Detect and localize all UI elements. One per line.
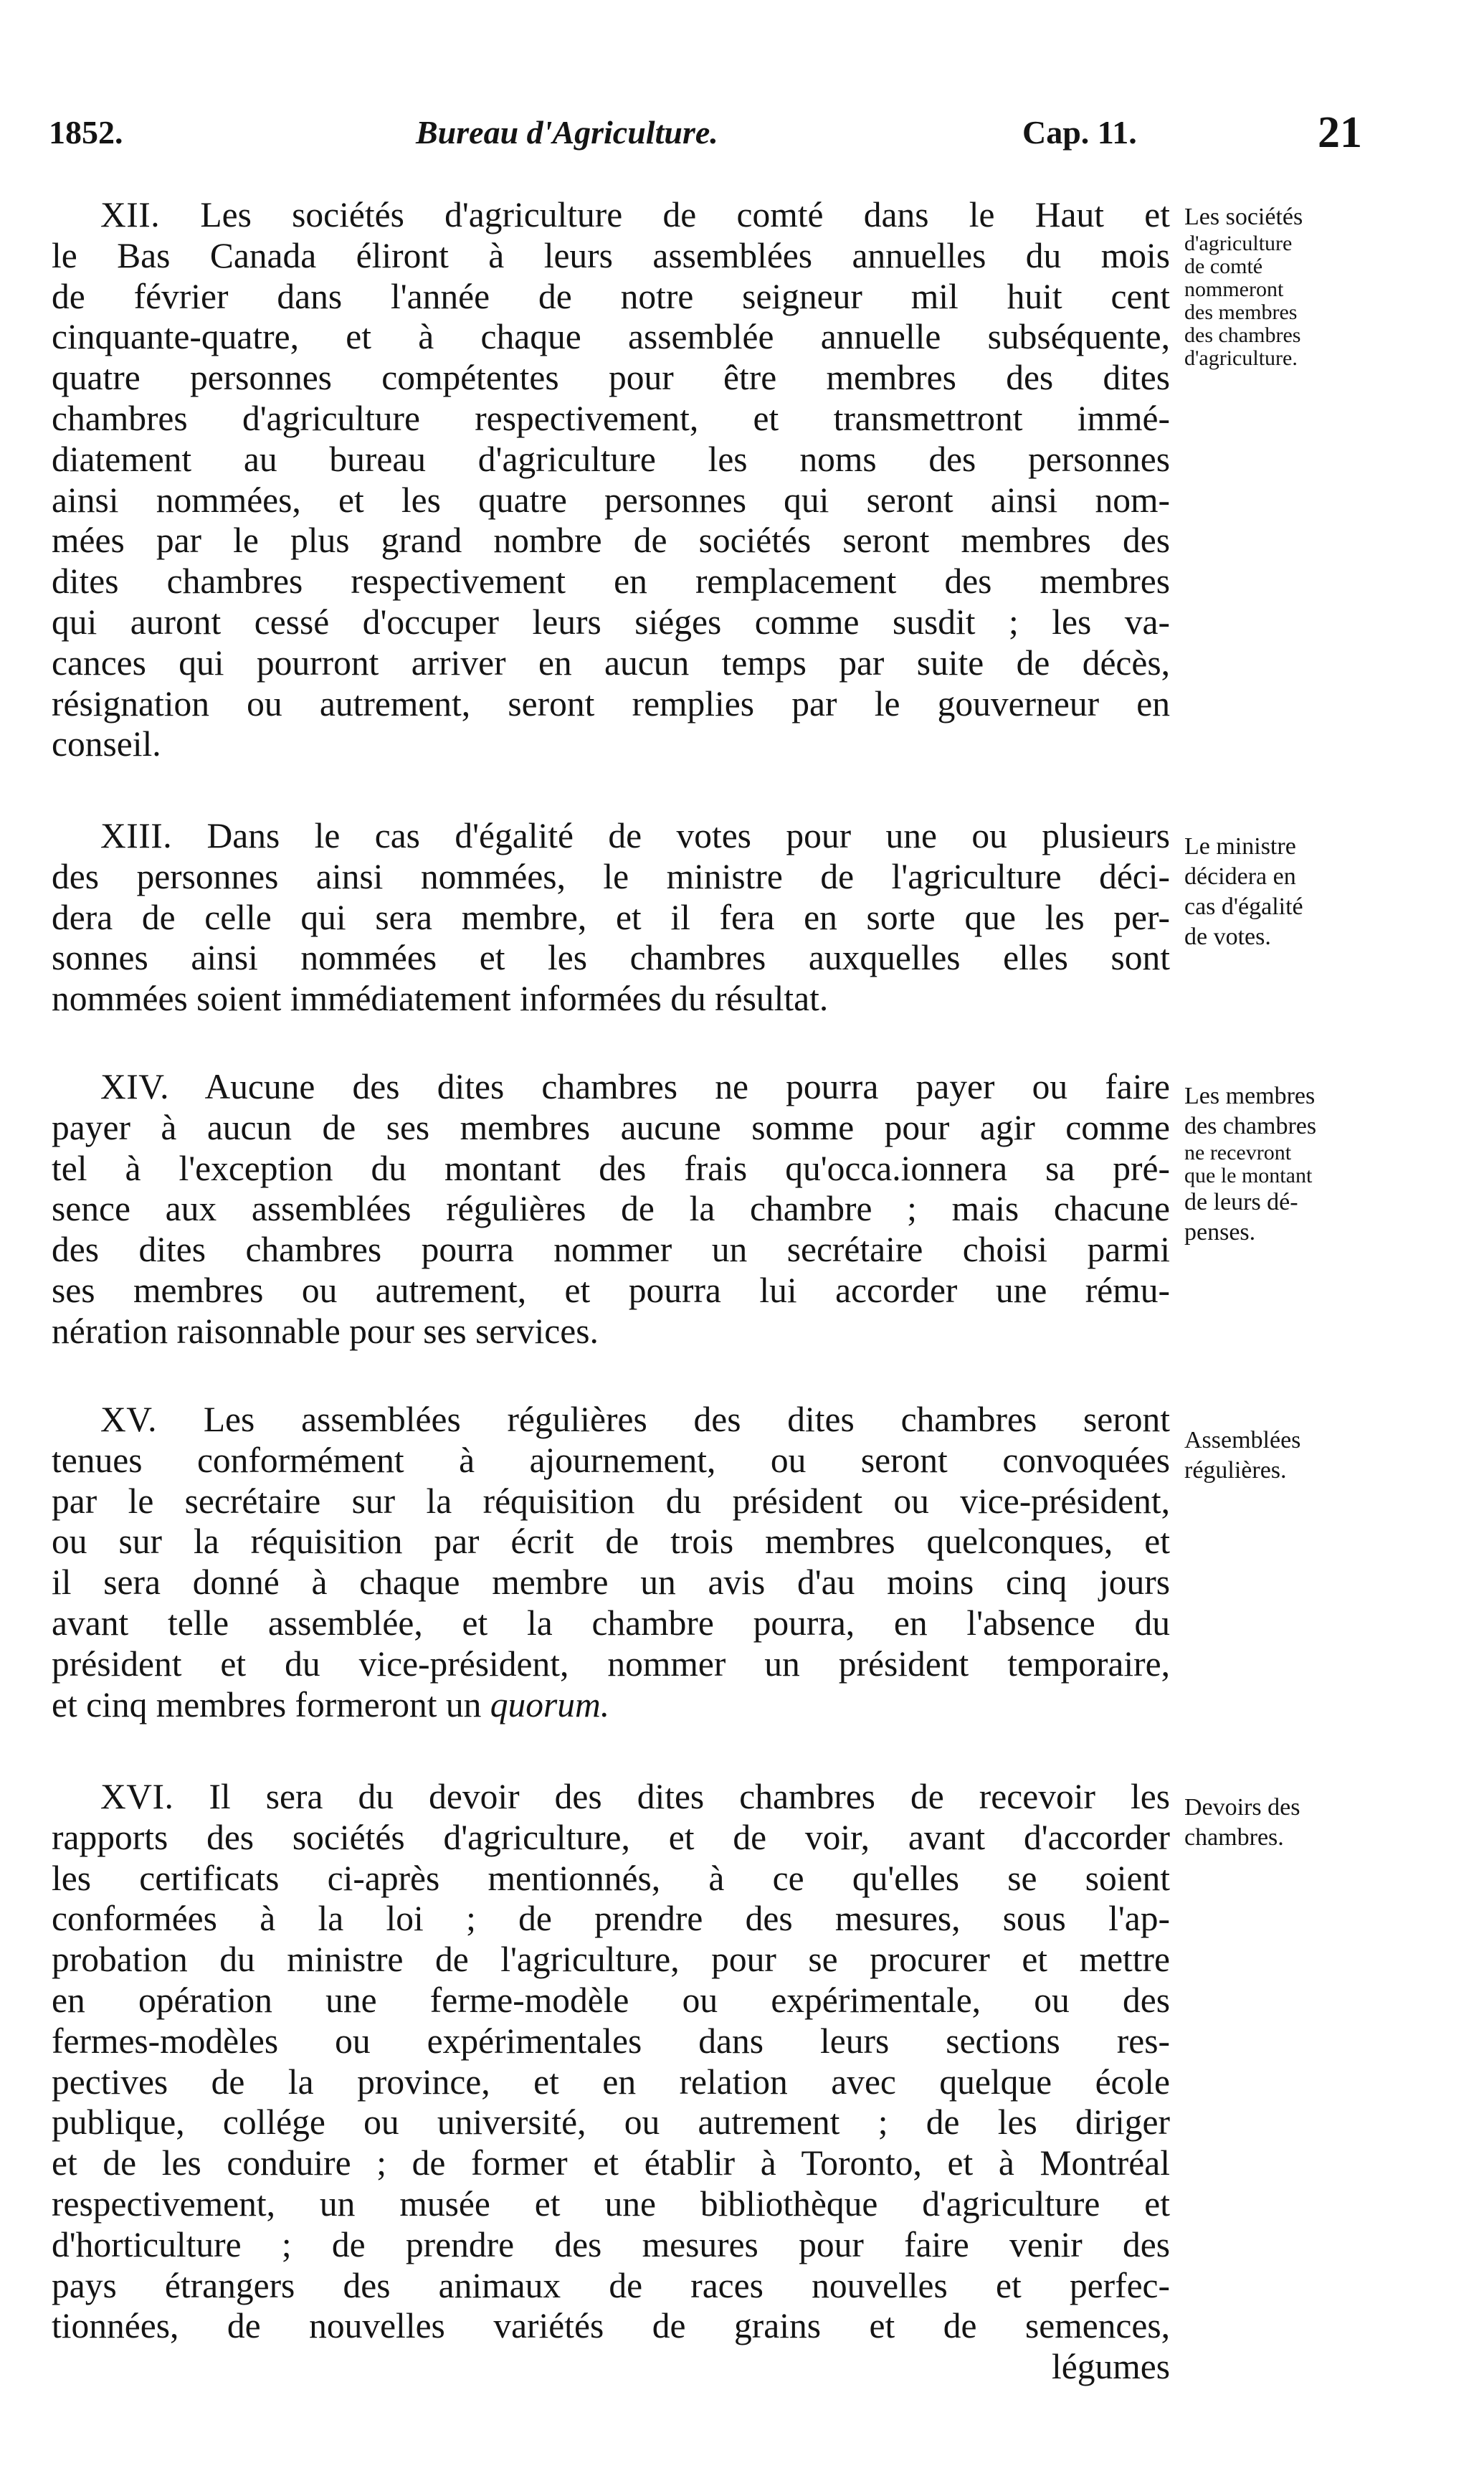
- text-line: conformées à la loi ; de prendre des mesures, sous l'ap-: [52, 1899, 1170, 1939]
- margin-note-line: Devoirs des: [1184, 1794, 1300, 1821]
- text-line: dites chambres respectivement en remplacement des membres: [52, 561, 1170, 602]
- margin-note-line: Assemblées: [1184, 1427, 1301, 1453]
- margin-note-line: des membres: [1184, 300, 1298, 324]
- text-line: XII. Les sociétés d'agriculture de comté dans le Haut et: [100, 195, 1170, 234]
- text-line: avant telle assemblée, et la chambre pourra, en l'absence du: [52, 1603, 1170, 1643]
- margin-note-line: Les sociétés: [1184, 204, 1303, 230]
- margin-note-line: de leurs dé-: [1184, 1189, 1298, 1215]
- page-number: 21: [1318, 108, 1362, 157]
- text-line: par le secrétaire sur la réquisition du président ou vice-président,: [52, 1481, 1170, 1521]
- margin-note-line: penses.: [1184, 1219, 1256, 1246]
- text-line: des dites chambres pourra nommer un secrétaire choisi parmi: [52, 1230, 1170, 1270]
- text-line: tenues conformément à ajournement, ou seront convoquées: [52, 1440, 1170, 1480]
- text-line: XVI. Il sera du devoir des dites chambres de recevoir les: [100, 1777, 1170, 1816]
- text-line: diatement au bureau d'agriculture les noms des personnes: [52, 439, 1170, 479]
- catchword: légumes: [1052, 2347, 1170, 2387]
- text-line: résignation ou autrement, seront remplies par le gouverneur en: [52, 683, 1170, 723]
- section-number: XIII.: [100, 816, 173, 855]
- margin-note-line: des chambres: [1184, 323, 1301, 347]
- margin-note-xvi: [1184, 1793, 1421, 1853]
- text-line: rapports des sociétés d'agriculture, et de voir, avant d'accorder: [52, 1817, 1170, 1857]
- margin-note-line: chambres.: [1184, 1824, 1284, 1851]
- section-number: XVI.: [100, 1777, 174, 1816]
- text-line: XV. Les assemblées régulières des dites chambres seront: [100, 1400, 1171, 1439]
- section-xii: [52, 195, 1170, 765]
- margin-note-xv: [1184, 1425, 1421, 1486]
- margin-note-line: Le ministre: [1184, 833, 1296, 860]
- text-line: publique, collége ou université, ou autrement ; de les diriger: [52, 2102, 1170, 2143]
- section-xvi: [52, 1777, 1170, 2388]
- text-line: nération raisonnable pour ses services.: [52, 1311, 599, 1351]
- margin-note-xii: [1184, 202, 1421, 370]
- text-line: cinquante-quatre, et à chaque assemblée annuelle subséquente,: [52, 317, 1170, 357]
- margin-note-line: de comté: [1184, 255, 1263, 278]
- text-line: qui auront cessé d'occuper leurs siéges comme susdit ; les va-: [52, 602, 1170, 642]
- margin-note-line: Les membres: [1184, 1083, 1316, 1109]
- text-line: mées par le plus grand nombre de sociétés seront membres des: [52, 521, 1170, 561]
- text-line: probation du ministre de l'agriculture, pour se procurer et mettre: [52, 1940, 1170, 1980]
- text-line: dera de celle qui sera membre, et il fera en sorte que les per-: [52, 897, 1170, 937]
- text-line: ou sur la réquisition par écrit de trois membres quelconques, et: [52, 1522, 1170, 1562]
- header-title: Bureau d'Agriculture.: [416, 114, 718, 151]
- section-xiv: [52, 1067, 1170, 1352]
- text-line: ainsi nommées, et les quatre personnes qui seront ainsi nom-: [52, 480, 1170, 520]
- margin-note-line: nommeront: [1184, 277, 1284, 301]
- text-line: les certificats ci-après mentionnés, à ce qu'elles se soient: [52, 1858, 1170, 1898]
- text-line: il sera donné à chaque membre un avis d'au moins cinq jours: [52, 1562, 1170, 1603]
- text-line: quatre personnes compétentes pour être membres des dites: [52, 358, 1170, 398]
- text-line: et cinq membres formeront un quorum.: [52, 1684, 610, 1724]
- header-year: 1852.: [49, 114, 123, 151]
- text-line: pays étrangers des animaux de races nouvelles et perfec-: [52, 2265, 1170, 2305]
- section-number: XIV.: [100, 1067, 169, 1106]
- text-line: le Bas Canada éliront à leurs assemblées annuelles du mois: [52, 235, 1170, 275]
- text-line: président et du vice-président, nommer un président temporaire,: [52, 1643, 1170, 1684]
- section-number: XII.: [100, 195, 161, 234]
- text-line: sence aux assemblées régulières de la chambre ; mais chacune: [52, 1189, 1170, 1229]
- margin-note-line: décidera en: [1184, 863, 1296, 890]
- text-line: de février dans l'année de notre seigneur mil huit cent: [52, 276, 1170, 316]
- text-line: respectivement, un musée et une bibliothèque d'agriculture et: [52, 2183, 1170, 2224]
- text-line: cances qui pourront arriver en aucun temps par suite de décès,: [52, 642, 1170, 683]
- running-header: [49, 108, 1397, 165]
- margin-note-xiii: [1184, 832, 1421, 952]
- text-line: nommées soient immédiatement informées du résultat.: [52, 979, 829, 1019]
- text-line: conseil.: [52, 724, 161, 764]
- text-line: pectives de la province, et en relation avec quelque école: [52, 2062, 1170, 2102]
- margin-note-line: régulières.: [1184, 1457, 1287, 1484]
- header-chapter: Cap. 11.: [1022, 114, 1137, 151]
- text-line: fermes-modèles ou expérimentales dans leurs sections res-: [52, 2021, 1170, 2061]
- section-number: XV.: [100, 1400, 157, 1439]
- text-line: XIII. Dans le cas d'égalité de votes pour une ou plusieurs: [100, 816, 1170, 855]
- text-line: tionnées, de nouvelles variétés de grains et de semences,: [52, 2306, 1170, 2346]
- text-line: en opération une ferme-modèle ou expérimentale, ou des: [52, 1980, 1170, 2020]
- quorum-emphasis: quorum.: [490, 1684, 610, 1724]
- margin-note-line: cas d'égalité: [1184, 893, 1303, 920]
- margin-note-line: que le montant: [1184, 1164, 1313, 1187]
- margin-note-line: de votes.: [1184, 924, 1271, 950]
- margin-note-line: des chambres: [1184, 1113, 1317, 1139]
- text-line: d'horticulture ; de prendre des mesures pour faire venir des: [52, 2224, 1170, 2264]
- margin-note-line: d'agriculture: [1184, 232, 1293, 255]
- text-line: des personnes ainsi nommées, le ministre de l'agriculture déci-: [52, 856, 1170, 896]
- section-xv: [52, 1400, 1170, 1725]
- margin-note-line: d'agriculture.: [1184, 346, 1298, 370]
- text-line: ses membres ou autrement, et pourra lui accorder une rému-: [52, 1270, 1170, 1310]
- text-line: sonnes ainsi nommées et les chambres auxquelles elles sont: [52, 938, 1170, 978]
- margin-note-xiv: [1184, 1081, 1421, 1248]
- text-line: payer à aucun de ses membres aucune somme pour agir comme: [52, 1107, 1170, 1147]
- text-line: tel à l'exception du montant des frais qu'occa.ionnera sa pré-: [52, 1148, 1170, 1188]
- text-line: et de les conduire ; de former et établir à Toronto, et à Montréal: [52, 2143, 1170, 2183]
- text-line: chambres d'agriculture respectivement, et transmettront immé-: [52, 398, 1170, 438]
- section-xiii: [52, 816, 1170, 1020]
- text-line: XIV. Aucune des dites chambres ne pourra payer ou faire: [100, 1067, 1170, 1106]
- margin-note-line: ne recevront: [1184, 1141, 1292, 1164]
